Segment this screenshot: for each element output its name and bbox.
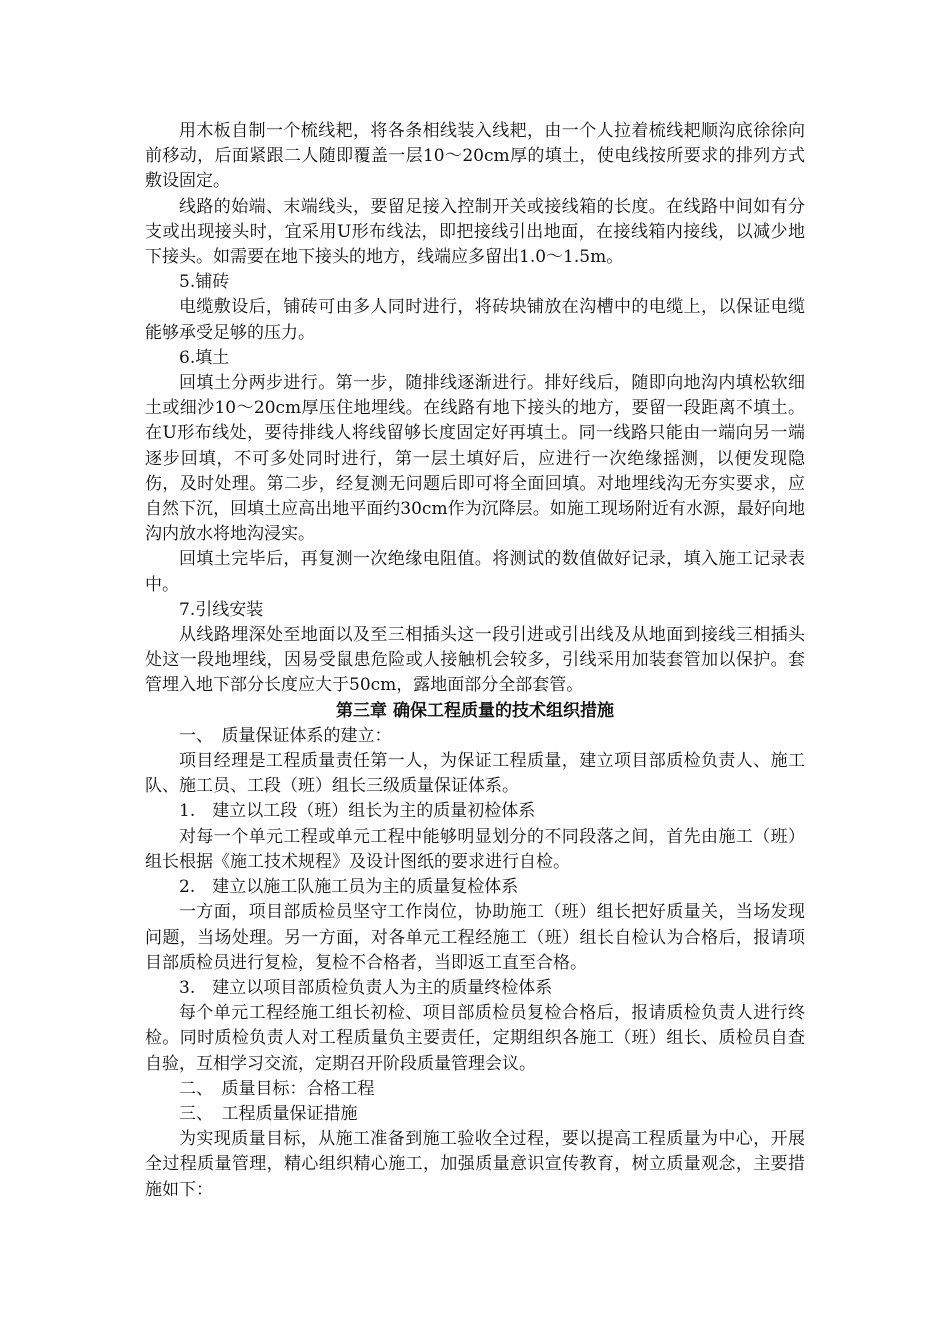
document-page [145, 119, 805, 1203]
paragraph: 从线路埋深处至地面以及至三相插头这一段引进或引出线及从地面到接线三相插头处这一段地埋线，因易受鼠患危险或人接触机会较多，引线采用加装套管加以保护。套管埋入地下部分长度应大于50cm，露地面部分全部套管。 [145, 625, 805, 696]
section-heading: 三、 工程质量保证措施 [179, 1103, 358, 1124]
section-heading: 5.铺砖 [179, 272, 230, 293]
paragraph: 一方面，项目部质检员坚守工作岗位，协助施工（班）组长把好质量关，当场发现问题，当场处理。另一方面，对各单元工程经施工（班）组长自检认为合格后，报请项目部质检员进行复检，复检不合格者，当即返工直至合格。 [145, 902, 805, 973]
section-heading: 二、 质量目标：合格工程 [179, 1078, 375, 1099]
paragraph: 对每一个单元工程或单元工程中能够明显划分的不同段落之间，首先由施工（班）组长根据《施工技术规程》及设计图纸的要求进行自检。 [145, 826, 805, 872]
paragraph: 回填土分两步进行。第一步，随排线逐渐进行。排好线后，随即向地沟内填松软细土或细沙10～20cm厚压住地埋线。在线路有地下接头的地方，要留一段距离不填土。在U形布线处，要待排线人将线留够长度固定好再填土。同一线路只能由一端向另一端逐步回填，不可多处同时进行，第一层土填好后，应进行一次绝缘摇测，以便发现隐伤，及时处理。第二步，经复测无问题后即可将全面回填。对地埋线沟无夯实要求，应自然下沉，回填土应高出地平面约30cm作为沉降层。如施工现场附近有水源，最好向地沟内放水将地沟浸实。 [145, 373, 805, 545]
section-heading: 1. 建立以工段（班）组长为主的质量初检体系 [179, 801, 536, 822]
paragraph: 电缆敷设后，铺砖可由多人同时进行，将砖块铺放在沟槽中的电缆上，以保证电缆能够承受足够的压力。 [145, 297, 805, 343]
section-heading: 2. 建立以施工队施工员为主的质量复检体系 [179, 877, 519, 898]
paragraph: 回填土完毕后，再复测一次绝缘电阻值。将测试的数值做好记录，填入施工记录表中。 [145, 549, 805, 595]
section-heading: 7.引线安装 [179, 599, 264, 620]
chapter-title: 第三章 确保工程质量的技术组织措施 [336, 700, 614, 721]
section-heading: 6.填土 [179, 347, 230, 368]
paragraph: 项目经理是工程质量责任第一人，为保证工程质量，建立项目部质检负责人、施工队、施工员、工段（班）组长三级质量保证体系。 [145, 751, 805, 797]
paragraph: 每个单元工程经施工组长初检、项目部质检员复检合格后，报请质检负责人进行终检。同时质检负责人对工程质量负主要责任，定期组织各施工（班）组长、质检员自查自验，互相学习交流，定期召开阶段质量管理会议。 [145, 1003, 805, 1074]
section-heading: 3. 建立以项目部质检负责人为主的质量终检体系 [179, 977, 553, 998]
paragraph: 用木板自制一个梳线耙，将各条相线装入线耙，由一个人拉着梳线耙顺沟底徐徐向前移动，后面紧跟二人随即覆盖一层10～20cm厚的填土，使电线按所要求的排列方式敷设固定。 [145, 121, 805, 192]
paragraph: 为实现质量目标，从施工准备到施工验收全过程，要以提高工程质量为中心，开展全过程质量管理，精心组织精心施工，加强质量意识宣传教育，树立质量观念，主要措施如下： [145, 1129, 805, 1200]
paragraph: 线路的始端、末端线头，要留足接入控制开关或接线箱的长度。在线路中间如有分支或出现接头时，宜采用U形布线法，即把接线引出地面，在接线箱内接线，以减少地下接头。如需要在地下接头的地方，线端应多留出1.0～1.5m。 [145, 196, 805, 268]
section-heading: 一、 质量保证体系的建立： [179, 725, 392, 746]
